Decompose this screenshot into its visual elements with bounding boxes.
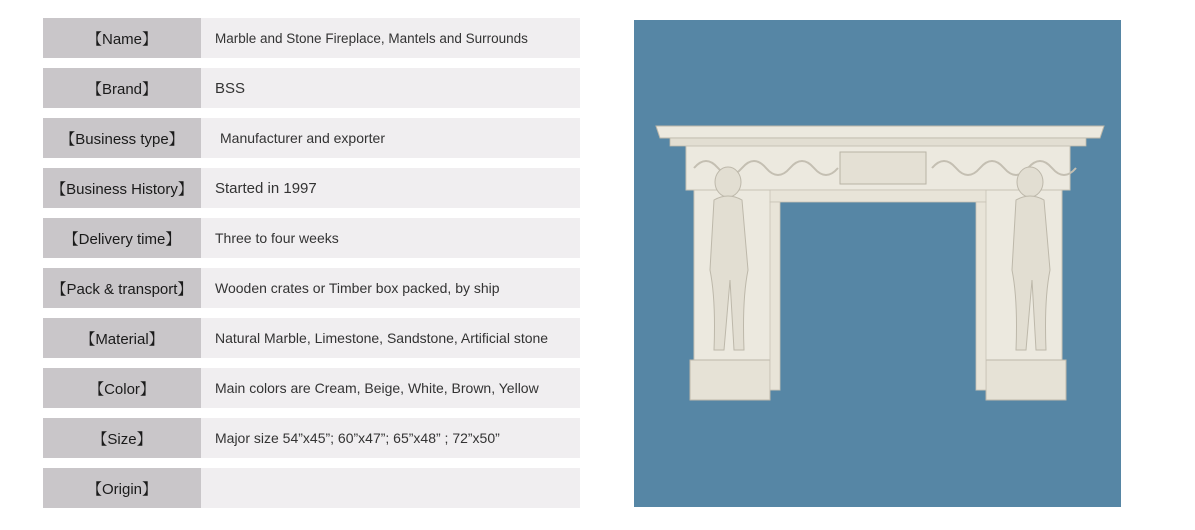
- opening-lintel: [770, 190, 986, 202]
- spec-value: Manufacturer and exporter: [201, 118, 580, 158]
- fireplace-opening: [780, 202, 976, 390]
- spec-label: 【Business type】: [43, 118, 201, 158]
- spec-value: BSS: [201, 68, 580, 108]
- right-plinth: [986, 360, 1066, 400]
- spec-row-business-history: [43, 168, 580, 208]
- spec-row-size: [43, 418, 580, 458]
- spec-row-origin: [43, 468, 580, 508]
- opening-right-edge: [976, 202, 986, 390]
- spec-row-material: [43, 318, 580, 358]
- spec-value: Main colors are Cream, Beige, White, Brown, Yellow: [201, 368, 580, 408]
- spec-label: 【Name】: [43, 18, 201, 58]
- mantel-shelf: [656, 126, 1104, 138]
- spec-value: Natural Marble, Limestone, Sandstone, Artificial stone: [201, 318, 580, 358]
- left-figure-head: [715, 167, 741, 197]
- spec-label: 【Brand】: [43, 68, 201, 108]
- spec-label: 【Pack & transport】: [43, 268, 201, 308]
- spec-row-brand: [43, 68, 580, 108]
- spec-row-pack-transport: [43, 268, 580, 308]
- fireplace-illustration: [634, 20, 1121, 507]
- spec-row-business-type: [43, 118, 580, 158]
- opening-left-edge: [770, 202, 780, 390]
- spec-label: 【Business History】: [43, 168, 201, 208]
- marble-fireplace-photo: [634, 20, 1121, 507]
- spec-value: Started in 1997: [201, 168, 580, 208]
- mantel-molding: [670, 138, 1086, 146]
- spec-label: 【Delivery time】: [43, 218, 201, 258]
- spec-table: [43, 18, 580, 508]
- center-tablet: [840, 152, 926, 184]
- spec-row-name: [43, 18, 580, 58]
- spec-label: 【Origin】: [43, 468, 201, 508]
- right-figure-head: [1017, 167, 1043, 197]
- spec-label: 【Material】: [43, 318, 201, 358]
- spec-value: Major size 54”x45”; 60”x47”; 65”x48” ; 72”x50”: [201, 418, 580, 458]
- left-plinth: [690, 360, 770, 400]
- spec-value: Wooden crates or Timber box packed, by ship: [201, 268, 580, 308]
- spec-value: Three to four weeks: [201, 218, 580, 258]
- spec-value: Marble and Stone Fireplace, Mantels and Surrounds: [201, 18, 580, 58]
- spec-label: 【Size】: [43, 418, 201, 458]
- spec-label: 【Color】: [43, 368, 201, 408]
- spec-row-color: [43, 368, 580, 408]
- spec-row-delivery-time: [43, 218, 580, 258]
- spec-value: [201, 468, 580, 508]
